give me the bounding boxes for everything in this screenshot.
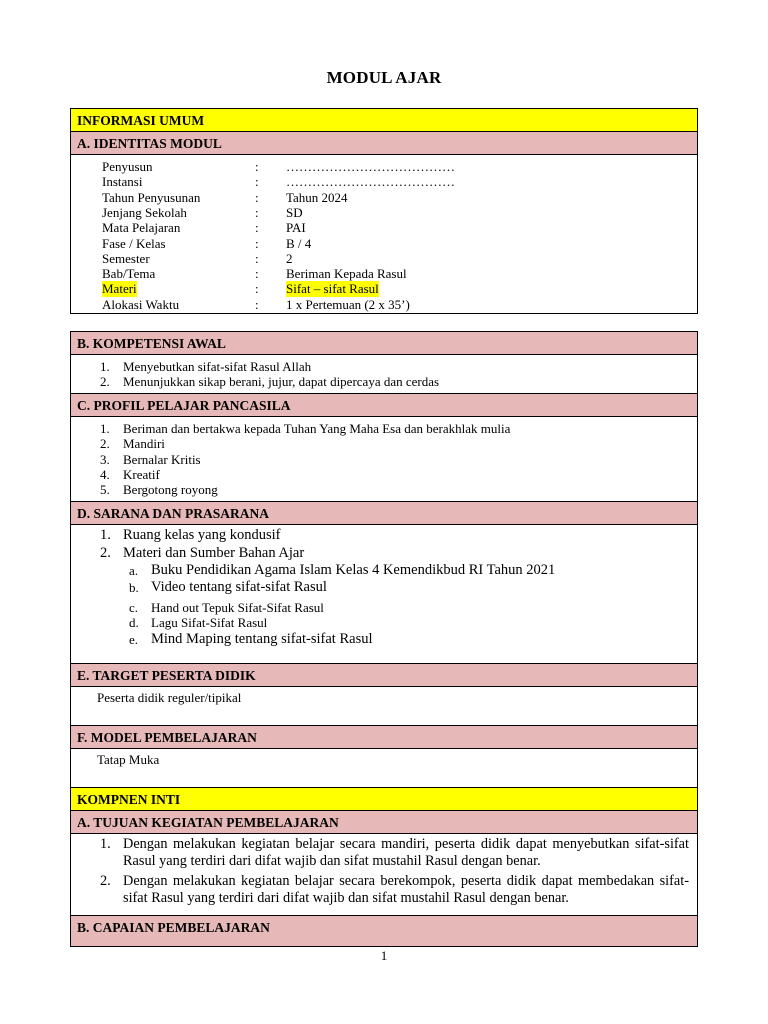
target-body (71, 687, 697, 726)
list-item: 1. Menyebutkan sifat-sifat Rasul Allah (100, 359, 312, 374)
list-item: 2. Mandiri (100, 436, 165, 452)
komponen-inti-section (70, 787, 698, 947)
sub-list-item: a. Buku Pendidikan Agama Islam Kelas 4 Kemendikbud RI Tahun 2021 (129, 562, 556, 578)
sub-list-item: b. Video tentang sifat-sifat Rasul (129, 579, 327, 595)
document-title: MODUL AJAR (326, 68, 442, 87)
list-item: 1. Dengan melakukan kegiatan belajar secara mandiri, peserta didik dapat menyebutkan sifat-sifat Rasul yang terdiri dari difat wajib dan sifat mustahil Rasul dengan benar. (100, 836, 689, 869)
profil-heading: C. PROFIL PELAJAR PANCASILA (71, 394, 697, 417)
list-item: 3. Bernalar Kritis (100, 451, 201, 467)
list-item: 2. Menunjukkan sikap berani, jujur, dapat dipercaya dan cerdas (100, 374, 440, 390)
list-item: 2. Materi dan Sumber Bahan Ajar (100, 545, 305, 561)
kompetensi-heading: B. KOMPETENSI AWAL (71, 332, 697, 355)
capaian-heading: B. CAPAIAN PEMBELAJARAN (71, 916, 697, 946)
sarana-list (71, 525, 697, 664)
kompetensi-list (71, 355, 697, 394)
identitas-section (70, 108, 698, 314)
page-number: 1 (380, 948, 388, 963)
profil-list (71, 417, 697, 502)
informasi-umum-header: INFORMASI UMUM (71, 109, 697, 132)
komponen-awal-section (70, 331, 698, 788)
tujuan-list (71, 834, 697, 916)
identitas-heading: A. IDENTITAS MODUL (71, 132, 697, 155)
list-item: 1. Beriman dan bertakwa kepada Tuhan Yang Maha Esa dan berakhlak mulia (100, 421, 511, 436)
target-heading: E. TARGET PESERTA DIDIK (71, 664, 697, 687)
model-text: Tatap Muka (97, 752, 160, 767)
target-text: Peserta didik reguler/tipikal (97, 690, 242, 705)
list-item: 4. Kreatif (100, 466, 160, 482)
identitas-table: Penyusun : ………………………………… Instansi : ………………………………… Tahun Penyusunan : Tahun 2024 Jenjang Sekolah : SD Mata Pelajaran : PAI Fase / Kelas : B / 4 Semester : 2 Bab/Tema : Beriman Kepada Rasul Materi : Sifat – sifat Rasul Alokasi Waktu : 1 x Pertemuan (2 x 35’) (102, 159, 455, 312)
list-item: 1. Ruang kelas yang kondusif (100, 527, 281, 543)
list-item: 2. Dengan melakukan kegiatan belajar secara berekompok, peserta didik dapat membedakan sifat-sifat Rasul yang terdiri dari difat wajib dan sifat mustahil Rasul dengan benar. (100, 873, 689, 906)
model-body (71, 749, 697, 787)
sub-list-item: d. Lagu Sifat-Sifat Rasul (129, 615, 268, 631)
komponen-inti-header: KOMPNEN INTI (71, 788, 697, 811)
sarana-heading: D. SARANA DAN PRASARANA (71, 502, 697, 525)
list-item: 5. Bergotong royong (100, 482, 218, 498)
sub-list-item: e. Mind Maping tentang sifat-sifat Rasul (129, 630, 373, 647)
tujuan-heading: A. TUJUAN KEGIATAN PEMBELAJARAN (71, 811, 697, 834)
sub-list-item: c. Hand out Tepuk Sifat-Sifat Rasul (129, 600, 324, 615)
model-heading: F. MODEL PEMBELAJARAN (71, 726, 697, 749)
